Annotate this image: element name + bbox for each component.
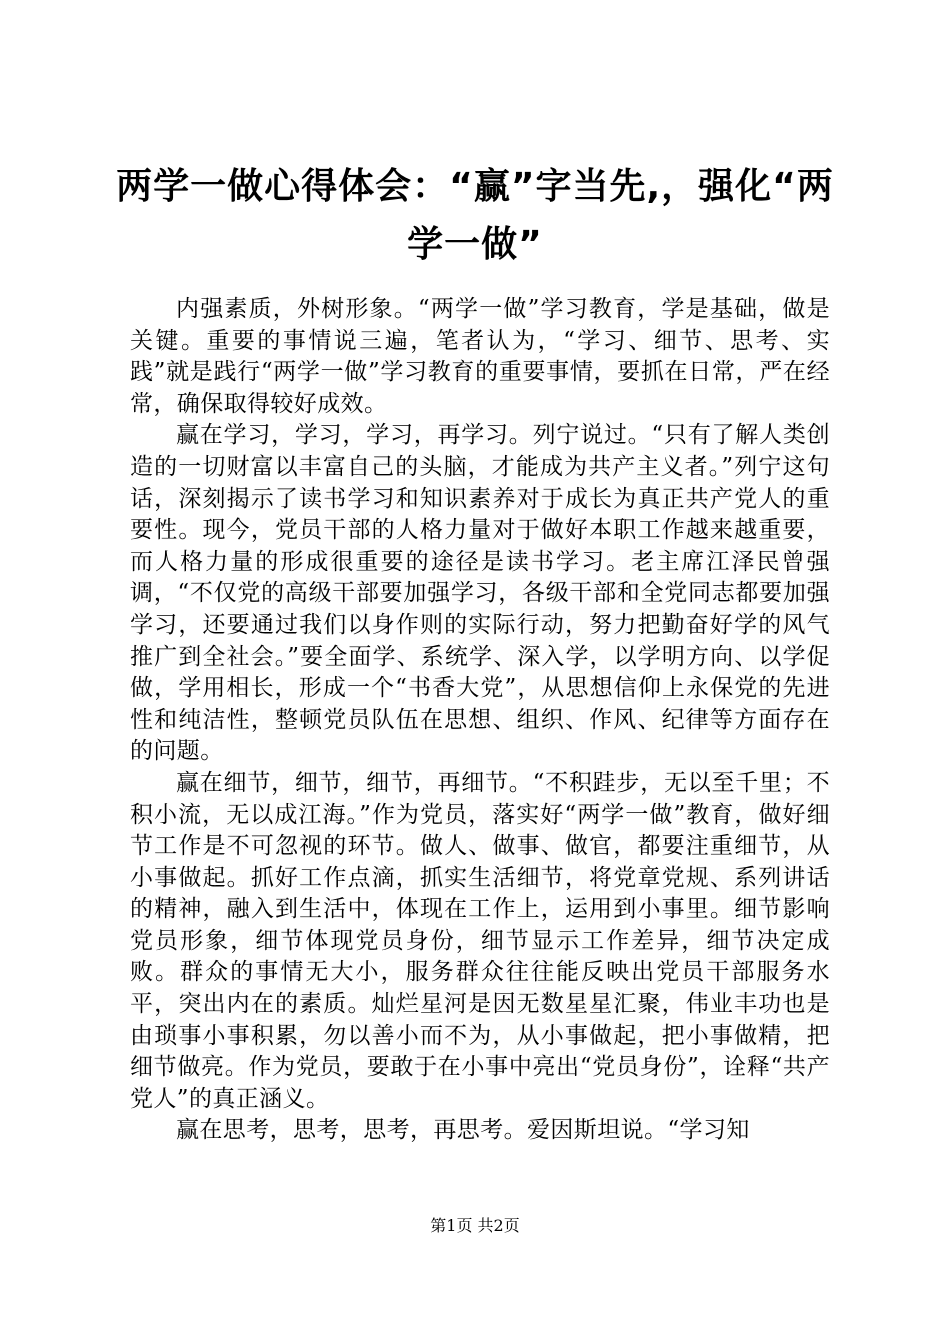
document-title: 两学一做心得体会：“赢”字当先,，强化“两学一做” xyxy=(116,166,834,265)
paragraph-details: 赢在细节，细节，细节，再细节。“不积跬步，无以至千里；不积小流，无以成江海。”作为党员，落实好“两学一做”教育，做好细节工作是不可忽视的环节。做人、做事、做官，都要注重细节，从小事做起。抓好工作点滴，抓实生活细节，将党章党规、系列讲话的精神，融入到生活中，体现在工作上，运用到小事里。细节影响党员形象，细节体现党员身份，细节显示工作差异，细节决定成败。群众的事情无大小，服务群众往往能反映出党员干部服务水平，突出内在的素质。灿烂星河是因无数星星汇聚，伟业丰功也是由琐事小事积累，勿以善小而不为，从小事做起，把小事做精，把细节做亮。作为党员，要敢于在小事中亮出“党员身份”，诠释“共产党人”的真正涵义。 xyxy=(130,769,830,1112)
document-body xyxy=(130,294,830,1147)
paragraph-learning: 赢在学习，学习，学习，再学习。列宁说过。“只有了解人类创造的一切财富以丰富自己的头脑，才能成为共产主义者。”列宁这句话，深刻揭示了读书学习和知识素养对于成长为真正共产党人的重要性。现今，党员干部的人格力量对于做好本职工作越来越重要，而人格力量的形成很重要的途径是读书学习。老主席江泽民曾强调，“不仅党的高级干部要加强学习，各级干部和全党同志都要加强学习，还要通过我们以身作则的实际行动，努力把勤奋好学的风气推广到全社会。”要全面学、系统学、深入学，以学明方向、以学促做，学用相长，形成一个“书香大党”，从思想信仰上永保党的先进性和纯洁性，整顿党员队伍在思想、组织、作风、纪律等方面存在的问题。 xyxy=(130,422,830,765)
page-footer: 第1页 共2页 xyxy=(430,1216,520,1235)
paragraph-thinking: 赢在思考，思考，思考，再思考。爱因斯坦说。“学习知 xyxy=(176,1117,750,1144)
paragraph-intro: 内强素质，外树形象。“两学一做”学习教育，学是基础，做是关键。重要的事情说三遍，笔者认为，“学习、细节、思考、实践”就是践行“两学一做”学习教育的重要事情，要抓在日常，严在经常，确保取得较好成效。 xyxy=(130,296,830,417)
